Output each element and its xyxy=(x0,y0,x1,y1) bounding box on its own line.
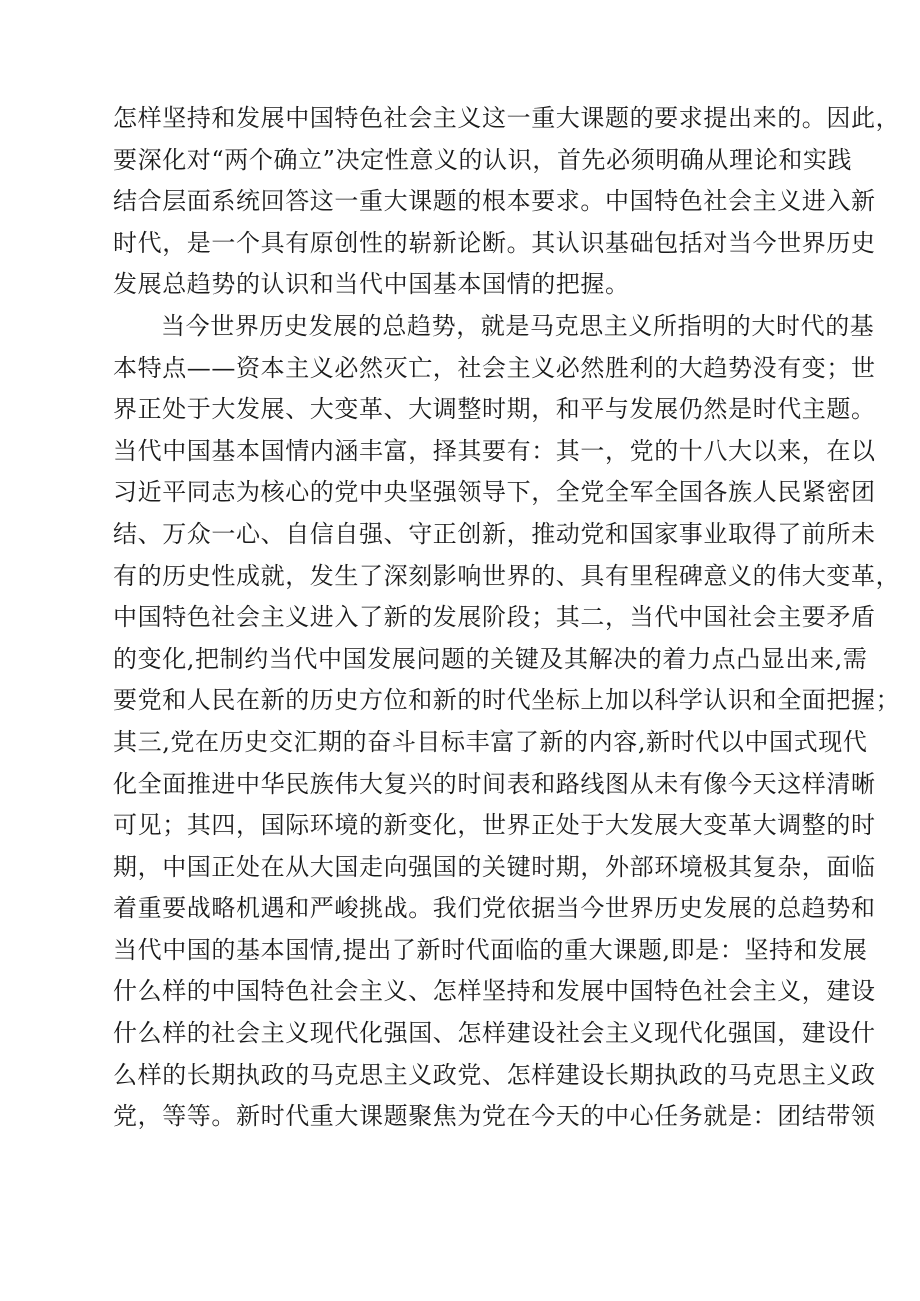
paragraph xyxy=(113,98,901,306)
text-line: 当代中国基本国情内涵丰富，择其要有：其一，党的十八大以来，在以 xyxy=(113,436,876,465)
text-line: 可见；其四，国际环境的新变化，世界正处于大发展大变革大调整的时 xyxy=(113,811,876,840)
text-line: 发展总趋势的认识和当代中国基本国情的把握。 xyxy=(113,270,630,299)
text-line: 期，中国正处在从大国走向强国的关键时期，外部环境极其复杂，面临 xyxy=(113,852,876,881)
text-line: 怎样坚持和发展中国特色社会主义这一重大课题的要求提出来的。因此， xyxy=(113,104,901,132)
text-line: 结、万众一心、自信自强、守正创新，推动党和国家事业取得了前所未 xyxy=(113,519,876,548)
text-line: 本特点——资本主义必然灭亡，社会主义必然胜利的大趋势没有变；世 xyxy=(113,353,876,382)
text-line: 界正处于大发展、大变革、大调整时期，和平与发展仍然是时代主题。 xyxy=(113,395,876,424)
text-line: 党，等等。新时代重大课题聚焦为党在今天的中心任务就是：团结带领 xyxy=(113,1102,876,1131)
text-line: 要深化对“两个确立”决定性意义的认识，首先必须明确从理论和实践 xyxy=(113,145,853,174)
paragraph xyxy=(113,306,901,1138)
text-line: 的变化,把制约当代中国发展问题的关键及其解决的着力点凸显出来,需 xyxy=(113,644,868,673)
text-line: 化全面推进中华民族伟大复兴的时间表和路线图从未有像今天这样清晰 xyxy=(113,769,876,798)
document-body xyxy=(113,98,901,1138)
text-line: 着重要战略机遇和严峻挑战。我们党依据当今世界历史发展的总趋势和 xyxy=(113,894,876,923)
text-line: 当代中国的基本国情,提出了新时代面临的重大课题,即是：坚持和发展 xyxy=(113,935,868,964)
text-line: 有的历史性成就，发生了深刻影响世界的、具有里程碑意义的伟大变革， xyxy=(113,561,901,590)
text-line: 其三,党在历史交汇期的奋斗目标丰富了新的内容,新时代以中国式现代 xyxy=(113,727,868,756)
text-line: 要党和人民在新的历史方位和新的时代坐标上加以科学认识和全面把握； xyxy=(113,686,901,715)
text-line: 什么样的中国特色社会主义、怎样坚持和发展中国特色社会主义，建设 xyxy=(113,977,876,1006)
text-line: 中国特色社会主义进入了新的发展阶段；其二，当代中国社会主要矛盾 xyxy=(113,603,876,632)
text-line: 时代，是一个具有原创性的崭新论断。其认识基础包括对当今世界历史 xyxy=(113,228,876,257)
text-line: 什么样的社会主义现代化强国、怎样建设社会主义现代化强国，建设什 xyxy=(113,1019,876,1048)
text-line: 当今世界历史发展的总趋势，就是马克思主义所指明的大时代的基 xyxy=(161,311,875,340)
text-line: 结合层面系统回答这一重大课题的根本要求。中国特色社会主义进入新 xyxy=(113,187,876,216)
text-line: 习近平同志为核心的党中央坚强领导下，全党全军全国各族人民紧密团 xyxy=(113,478,876,507)
text-line: 么样的长期执政的马克思主义政党、怎样建设长期执政的马克思主义政 xyxy=(113,1060,876,1089)
